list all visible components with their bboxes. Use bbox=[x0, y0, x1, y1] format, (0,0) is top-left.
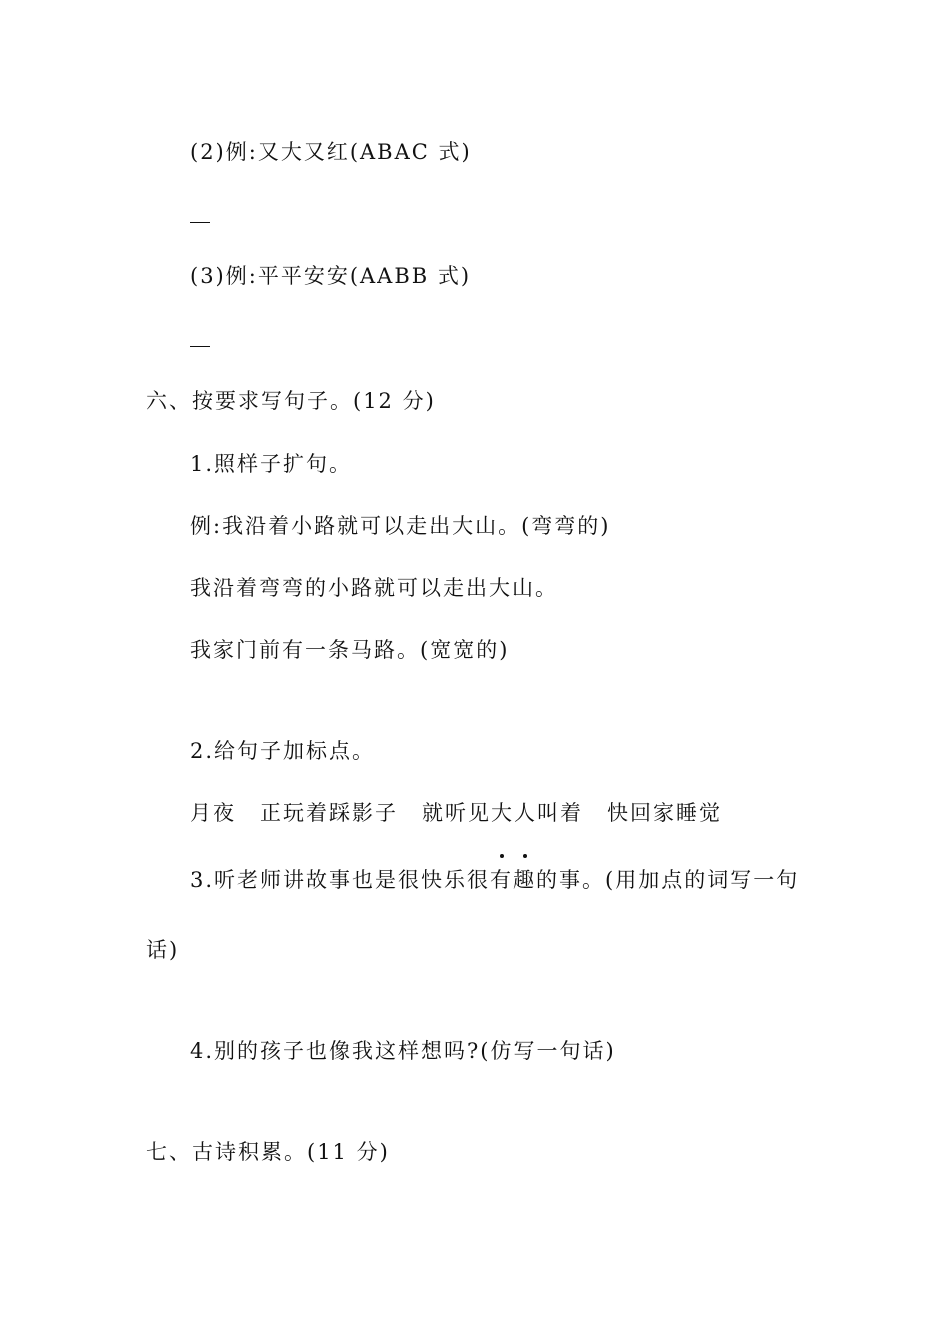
q1-example-answer: 我沿着弯弯的小路就可以走出大山。 bbox=[190, 576, 558, 600]
q3-sentence bbox=[190, 870, 799, 891]
q1-task: 我家门前有一条马路。(宽宽的) bbox=[190, 638, 510, 662]
q3-text-after: 的事。(用加点的词写一句 bbox=[536, 868, 800, 892]
q2-part: 正玩着踩影子 bbox=[260, 801, 398, 825]
q3-text-before: 3.听老师讲故事也是很快乐很 bbox=[190, 868, 491, 892]
emphasis-dot bbox=[500, 854, 504, 858]
dotted-char: 趣 bbox=[513, 870, 536, 891]
section-7-heading: 七、古诗积累。(11 分) bbox=[146, 1140, 390, 1164]
q3-wrap: 话) bbox=[146, 938, 180, 962]
q2-sentence bbox=[190, 803, 722, 824]
answer-blank-2 bbox=[190, 222, 210, 223]
item-2-abac-example: (2)例:又大又红(ABAC 式) bbox=[190, 140, 472, 164]
answer-blank-3 bbox=[190, 346, 210, 347]
item-3-aabb-example: (3)例:平平安安(AABB 式) bbox=[190, 264, 472, 288]
emphasis-dot bbox=[523, 854, 527, 858]
section-6-heading: 六、按要求写句子。(12 分) bbox=[146, 389, 436, 413]
q2-title: 2.给句子加标点。 bbox=[190, 739, 376, 763]
q2-part: 月夜 bbox=[190, 801, 236, 825]
dotted-char: 有 bbox=[490, 870, 513, 891]
q2-part: 快回家睡觉 bbox=[607, 801, 722, 825]
q2-part: 就听见大人叫着 bbox=[422, 801, 583, 825]
q1-title: 1.照样子扩句。 bbox=[190, 452, 353, 476]
q1-example: 例:我沿着小路就可以走出大山。(弯弯的) bbox=[190, 514, 611, 538]
q4: 4.别的孩子也像我这样想吗?(仿写一句话) bbox=[190, 1039, 616, 1063]
